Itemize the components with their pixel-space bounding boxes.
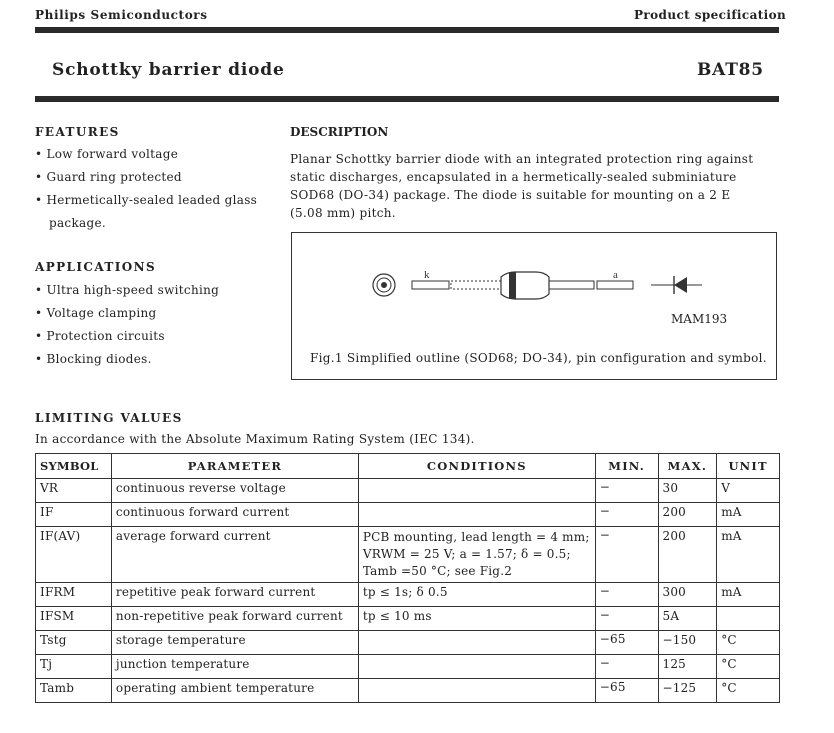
cell-conditions bbox=[358, 679, 595, 703]
table-row bbox=[36, 479, 780, 503]
list-item: • Protection circuits bbox=[35, 329, 165, 343]
col-conditions: CONDITIONS bbox=[358, 454, 595, 479]
col-symbol: SYMBOL bbox=[36, 454, 112, 479]
cell-min: −65 bbox=[595, 679, 658, 703]
cell-max: 300 bbox=[658, 583, 717, 607]
col-parameter: PARAMETER bbox=[111, 454, 358, 479]
table-row bbox=[36, 583, 780, 607]
product-title: Schottky barrier diode bbox=[52, 60, 285, 80]
table-header-row bbox=[36, 454, 780, 479]
list-item: • Ultra high-speed switching bbox=[35, 283, 220, 297]
features-list bbox=[35, 143, 257, 235]
col-max: MAX. bbox=[658, 454, 717, 479]
anode-label: a bbox=[613, 269, 618, 281]
cell-min: −65 bbox=[595, 631, 658, 655]
list-item: • Blocking diodes. bbox=[35, 352, 152, 366]
header-rule-top bbox=[35, 27, 779, 33]
cell-symbol: Tj bbox=[36, 655, 112, 679]
cell-min: − bbox=[595, 527, 658, 583]
cell-symbol: IFRM bbox=[36, 583, 112, 607]
cell-unit: °C bbox=[717, 631, 780, 655]
cell-unit bbox=[717, 607, 780, 631]
cell-unit: mA bbox=[717, 527, 780, 583]
cell-parameter: storage temperature bbox=[111, 631, 358, 655]
col-min: MIN. bbox=[595, 454, 658, 479]
cell-conditions bbox=[358, 503, 595, 527]
cell-conditions bbox=[358, 631, 595, 655]
cell-conditions: tp ≤ 1s; δ 0.5 bbox=[358, 583, 595, 607]
table-row bbox=[36, 655, 780, 679]
features-title: FEATURES bbox=[35, 125, 120, 139]
cell-parameter: junction temperature bbox=[111, 655, 358, 679]
cell-parameter: continuous reverse voltage bbox=[111, 479, 358, 503]
cell-max: 200 bbox=[658, 503, 717, 527]
cell-conditions: PCB mounting, lead length = 4 mm; VRWM = 25 V; a = 1.57; δ = 0.5; Tamb =50 °C; see Fig.2 bbox=[358, 527, 595, 583]
cell-conditions bbox=[358, 479, 595, 503]
cell-conditions: tp ≤ 10 ms bbox=[358, 607, 595, 631]
diode-body-icon bbox=[412, 272, 633, 299]
table-row bbox=[36, 527, 780, 583]
cell-symbol: IF(AV) bbox=[36, 527, 112, 583]
cell-symbol: IFSM bbox=[36, 607, 112, 631]
cell-symbol: VR bbox=[36, 479, 112, 503]
list-item: • Hermetically-sealed leaded glass bbox=[35, 193, 258, 207]
cell-symbol: IF bbox=[36, 503, 112, 527]
cell-parameter: repetitive peak forward current bbox=[111, 583, 358, 607]
col-unit: UNIT bbox=[717, 454, 780, 479]
applications-list bbox=[35, 279, 219, 371]
list-item: • Guard ring protected bbox=[35, 170, 182, 184]
cell-min: − bbox=[595, 607, 658, 631]
list-item: package. bbox=[49, 216, 106, 230]
cell-min: − bbox=[595, 583, 658, 607]
cell-min: − bbox=[595, 503, 658, 527]
cell-max: 5A bbox=[658, 607, 717, 631]
product-code: BAT85 bbox=[697, 60, 764, 80]
table-row bbox=[36, 607, 780, 631]
cell-parameter: operating ambient temperature bbox=[111, 679, 358, 703]
cell-unit: °C bbox=[717, 655, 780, 679]
table-row bbox=[36, 679, 780, 703]
figure-caption: Fig.1 Simplified outline (SOD68; DO-34), pin configuration and symbol. bbox=[310, 351, 767, 365]
limiting-values-title: LIMITING VALUES bbox=[35, 411, 183, 425]
limiting-values-table bbox=[35, 453, 780, 703]
cathode-label: k bbox=[424, 269, 430, 281]
figure-code: MAM193 bbox=[671, 312, 728, 326]
cell-max: 200 bbox=[658, 527, 717, 583]
list-item: • Voltage clamping bbox=[35, 306, 157, 320]
cell-parameter: average forward current bbox=[111, 527, 358, 583]
diode-symbol-icon bbox=[651, 276, 702, 294]
cell-symbol: Tamb bbox=[36, 679, 112, 703]
cell-max: 125 bbox=[658, 655, 717, 679]
cell-unit: mA bbox=[717, 503, 780, 527]
doc-type: Product specification bbox=[634, 8, 787, 22]
cell-max: 30 bbox=[658, 479, 717, 503]
cell-min: − bbox=[595, 479, 658, 503]
description-title: DESCRIPTION bbox=[290, 125, 389, 139]
end-view-icon bbox=[373, 274, 395, 296]
table-row bbox=[36, 503, 780, 527]
limiting-values-subtitle: In accordance with the Absolute Maximum Rating System (IEC 134). bbox=[35, 432, 475, 446]
applications-title: APPLICATIONS bbox=[35, 260, 157, 274]
cell-max: −125 bbox=[658, 679, 717, 703]
cell-max: −150 bbox=[658, 631, 717, 655]
company-name: Philips Semiconductors bbox=[35, 8, 208, 22]
table-row bbox=[36, 631, 780, 655]
cell-parameter: non-repetitive peak forward current bbox=[111, 607, 358, 631]
cell-conditions bbox=[358, 655, 595, 679]
cell-unit: °C bbox=[717, 679, 780, 703]
cell-parameter: continuous forward current bbox=[111, 503, 358, 527]
cell-unit: V bbox=[717, 479, 780, 503]
cell-symbol: Tstg bbox=[36, 631, 112, 655]
header-rule-bottom bbox=[35, 96, 779, 102]
list-item: • Low forward voltage bbox=[35, 147, 179, 161]
cell-min: − bbox=[595, 655, 658, 679]
cell-unit: mA bbox=[717, 583, 780, 607]
description-text: Planar Schottky barrier diode with an integrated protection ring against static discharges, encapsulated in a hermetically-sealed subminiature SOD68 (DO-34) package. The diode is suitable for mounting on a 2 E (5.08 mm) pitch. bbox=[290, 152, 754, 220]
